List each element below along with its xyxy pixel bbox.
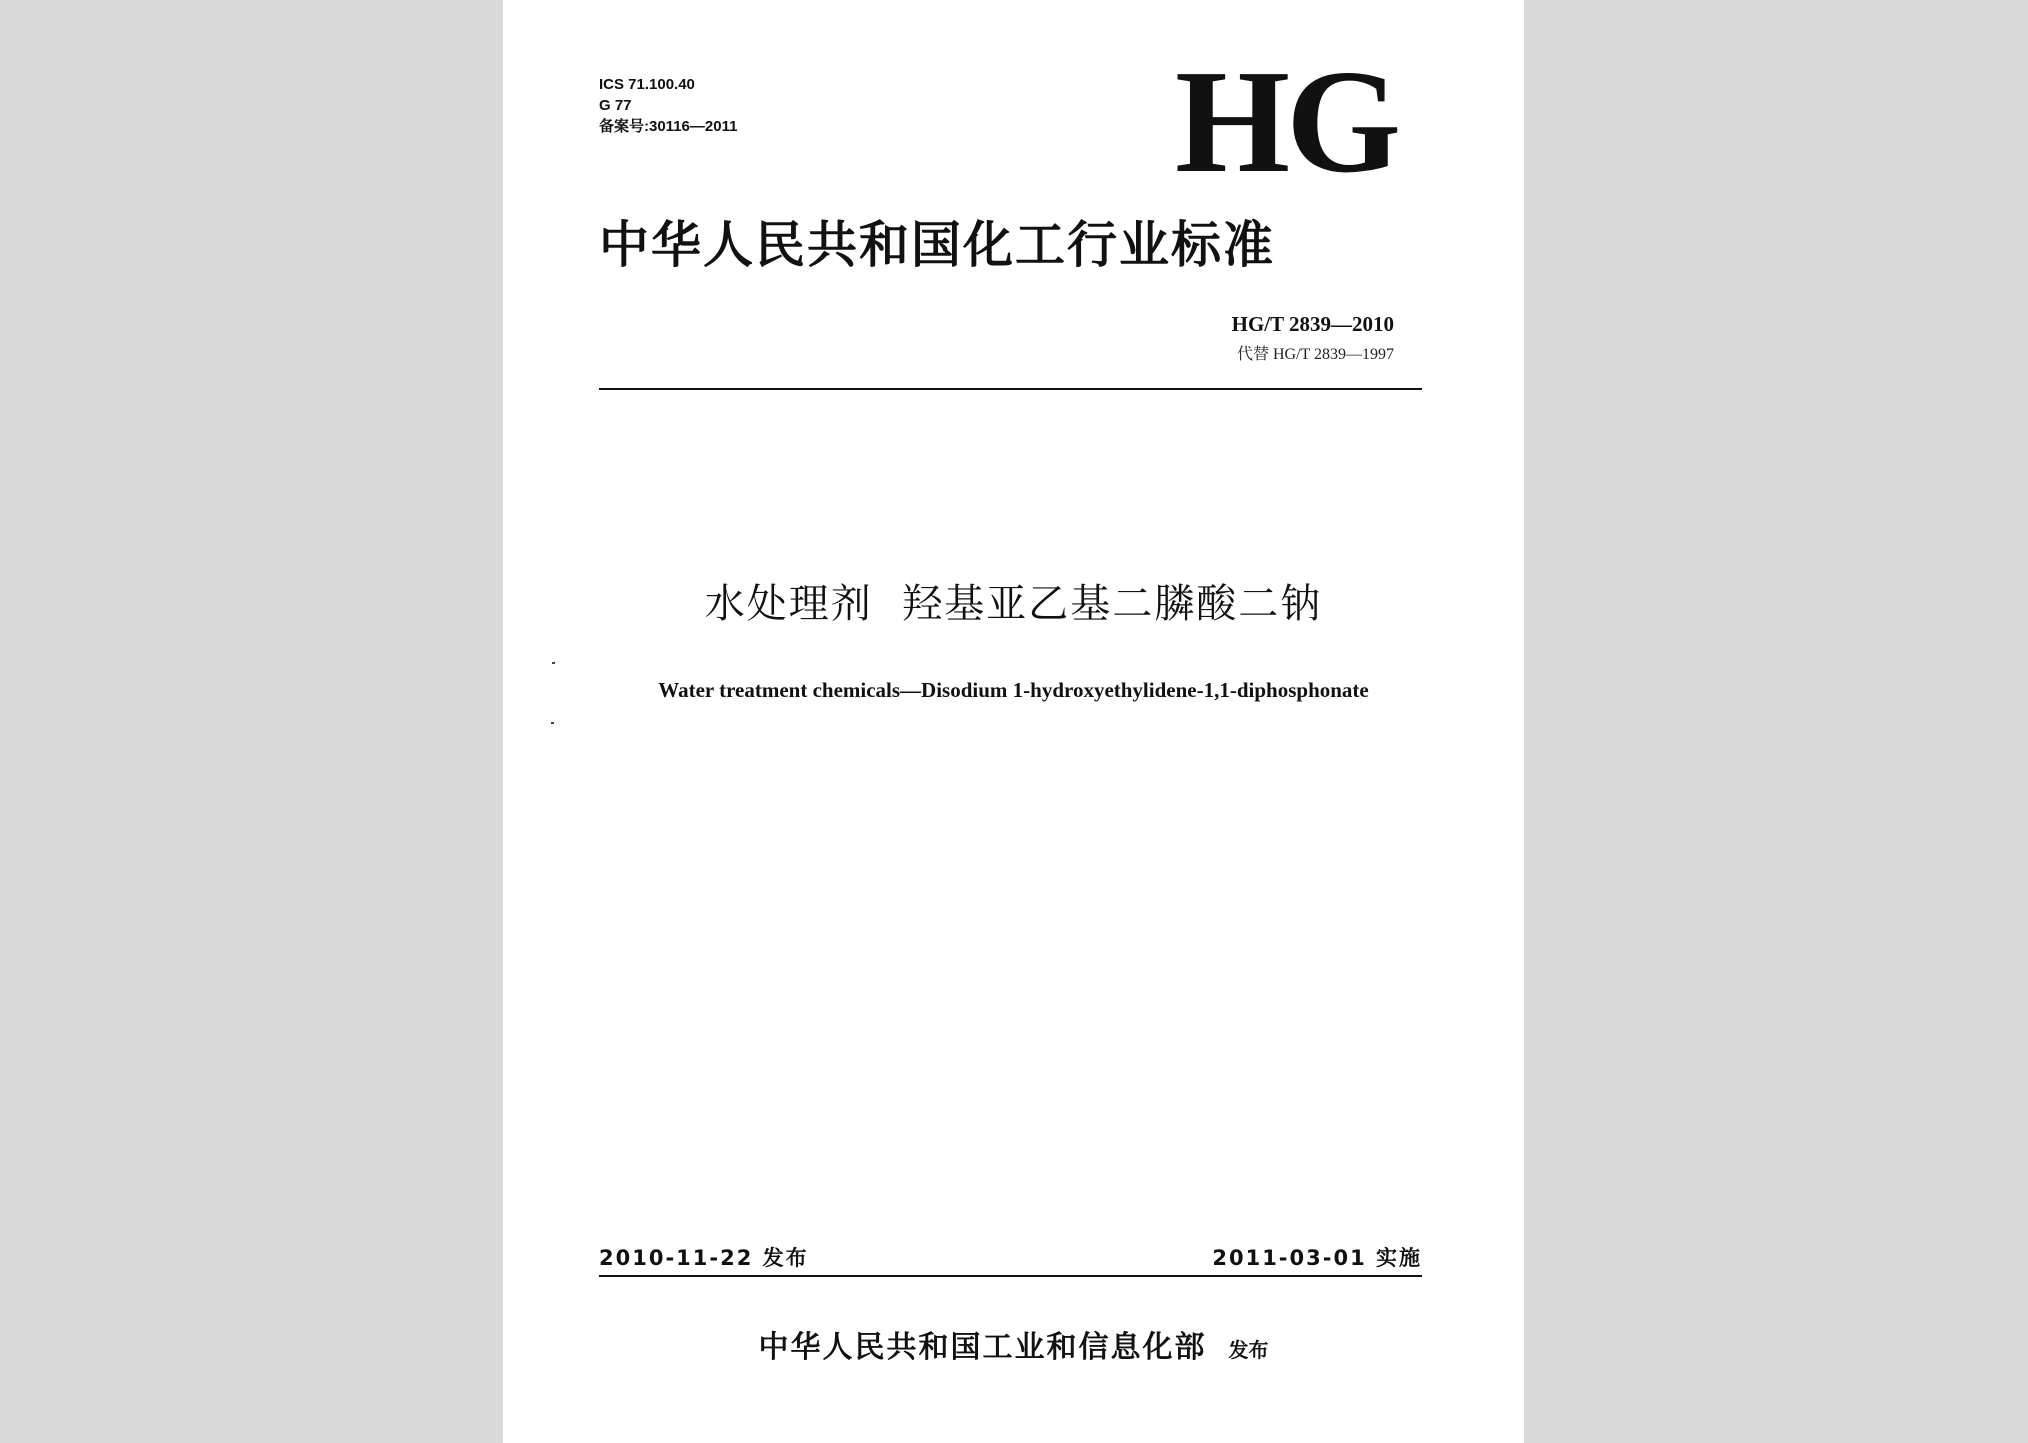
document-title-english: Water treatment chemicals—Disodium 1-hydroxyethylidene-1,1-diphosphonate: [658, 678, 1369, 702]
publisher-suffix: 发布: [1228, 1338, 1269, 1362]
implementation-date: 2011-03-01 实施: [1212, 1246, 1422, 1270]
scan-speck: [552, 662, 555, 664]
filing-number: 备案号:30116—2011: [599, 118, 738, 135]
replaces-standard: 代替 HG/T 2839—1997: [1236, 346, 1394, 363]
hg-logo: HG: [1175, 40, 1398, 204]
scan-speck: [551, 722, 554, 724]
dates-row: [599, 1244, 1422, 1274]
header-divider: [599, 388, 1422, 390]
ccs-code: G 77: [599, 97, 632, 114]
standard-number: HG/T 2839—2010: [1231, 312, 1394, 336]
issue-date: 2010-11-22 发布: [599, 1246, 809, 1270]
publisher-name: 中华人民共和国工业和信息化部: [758, 1330, 1207, 1365]
ics-code: ICS 71.100.40: [599, 76, 695, 93]
document-title-chinese: 水处理剂 羟基亚乙基二膦酸二钠: [704, 581, 1323, 627]
footer-divider: [599, 1275, 1422, 1277]
classification-block: [599, 74, 737, 137]
standard-category-title: 中华人民共和国化工行业标准: [599, 216, 1275, 274]
publisher-line: [503, 1322, 1524, 1366]
document-page: [503, 0, 1524, 1443]
